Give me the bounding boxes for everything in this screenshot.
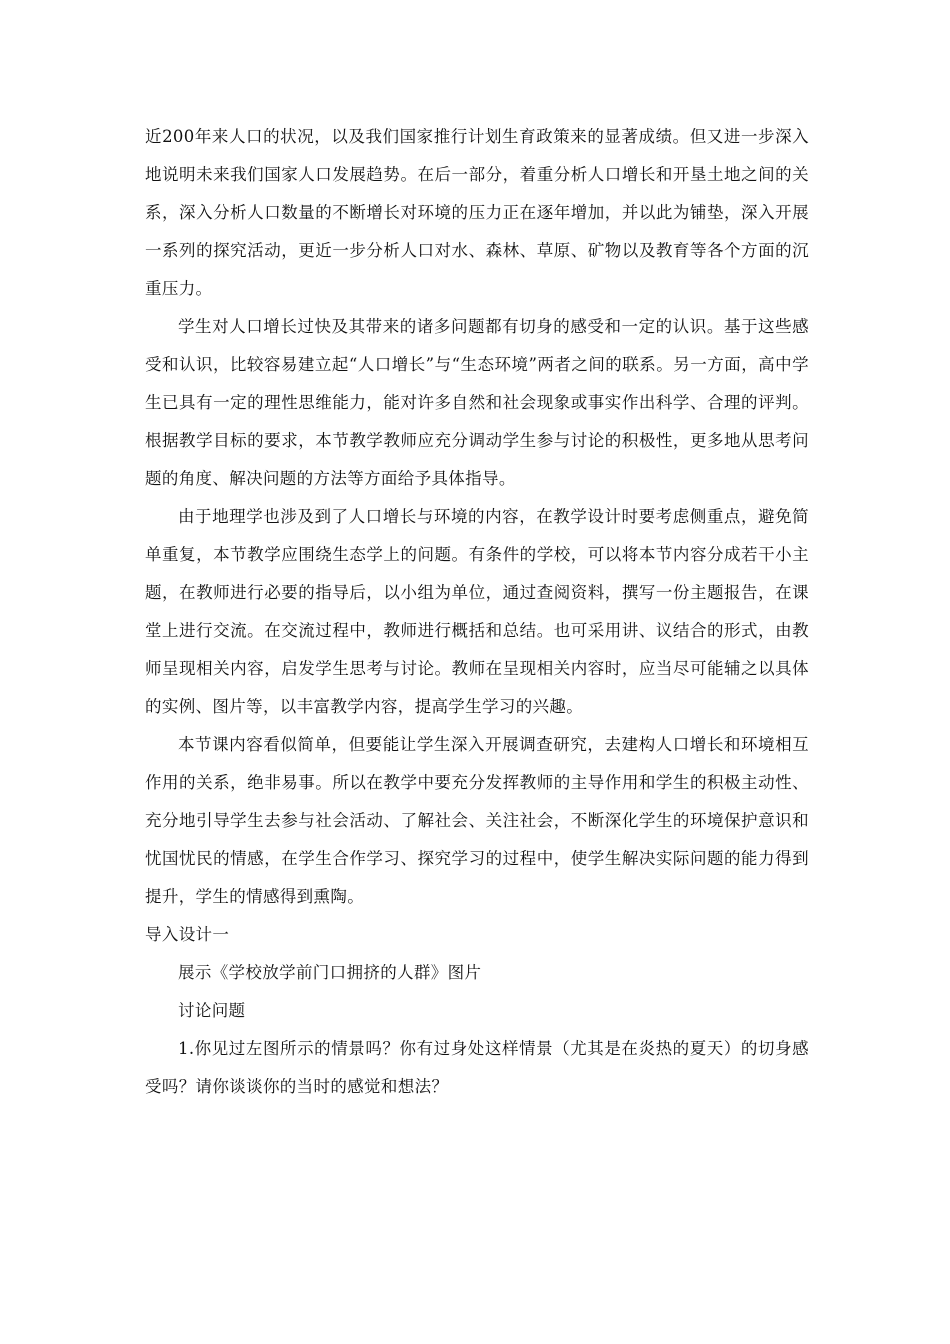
question-1: 1.你见过左图所示的情景吗？你有过身处这样情景（尤其是在炎热的夏天）的切身感受吗？请你谈谈你的当时的感觉和想法？	[145, 1039, 809, 1096]
section-heading: 导入设计一	[145, 925, 230, 944]
paragraph-4: 本节课内容看似简单，但要能让学生深入开展调查研究，去建构人口增长和环境相互作用的关系，绝非易事。所以在教学中要充分发挥教师的主导作用和学生的积极主动性、充分地引导学生去参与社会活动、了解社会、关注社会，不断深化学生的环境保护意识和忧国忧民的情感，在学生合作学习、探究学习的过程中，使学生解决实际问题的能力得到提升，学生的情感得到熏陶。	[145, 735, 809, 906]
paragraph-2: 学生对人口增长过快及其带来的诸多问题都有切身的感受和一定的认识。基于这些感受和认识，比较容易建立起“人口增长”与“生态环境”两者之间的联系。另一方面，高中学生已具有一定的理性思维能力，能对许多自然和社会现象或事实作出科学、合理的评判。根据教学目标的要求，本节教学教师应充分调动学生参与讨论的积极性，更多地从思考问题的角度、解决问题的方法等方面给予具体指导。	[145, 317, 809, 488]
paragraph-1: 近200年来人口的状况，以及我们国家推行计划生育政策来的显著成绩。但又进一步深入地说明未来我们国家人口发展趋势。在后一部分，着重分析人口增长和开垦土地之间的关系，深入分析人口数量的不断增长对环境的压力正在逐年增加，并以此为铺垫，深入开展一系列的探究活动，更近一步分析人口对水、森林、草原、矿物以及教育等各个方面的沉重压力。	[145, 127, 809, 298]
body-text	[145, 118, 809, 1106]
discussion-heading: 讨论问题	[178, 1001, 246, 1020]
paragraph-3: 由于地理学也涉及到了人口增长与环境的内容，在教学设计时要考虑侧重点，避免简单重复，本节教学应围绕生态学上的问题。有条件的学校，可以将本节内容分成若干小主题，在教师进行必要的指导后，以小组为单位，通过查阅资料，撰写一份主题报告，在课堂上进行交流。在交流过程中，教师进行概括和总结。也可采用讲、议结合的形式，由教师呈现相关内容，启发学生思考与讨论。教师在呈现相关内容时，应当尽可能辅之以具体的实例、图片等，以丰富教学内容，提高学生学习的兴趣。	[145, 507, 809, 716]
show-picture-line: 展示《学校放学前门口拥挤的人群》图片	[178, 963, 482, 982]
